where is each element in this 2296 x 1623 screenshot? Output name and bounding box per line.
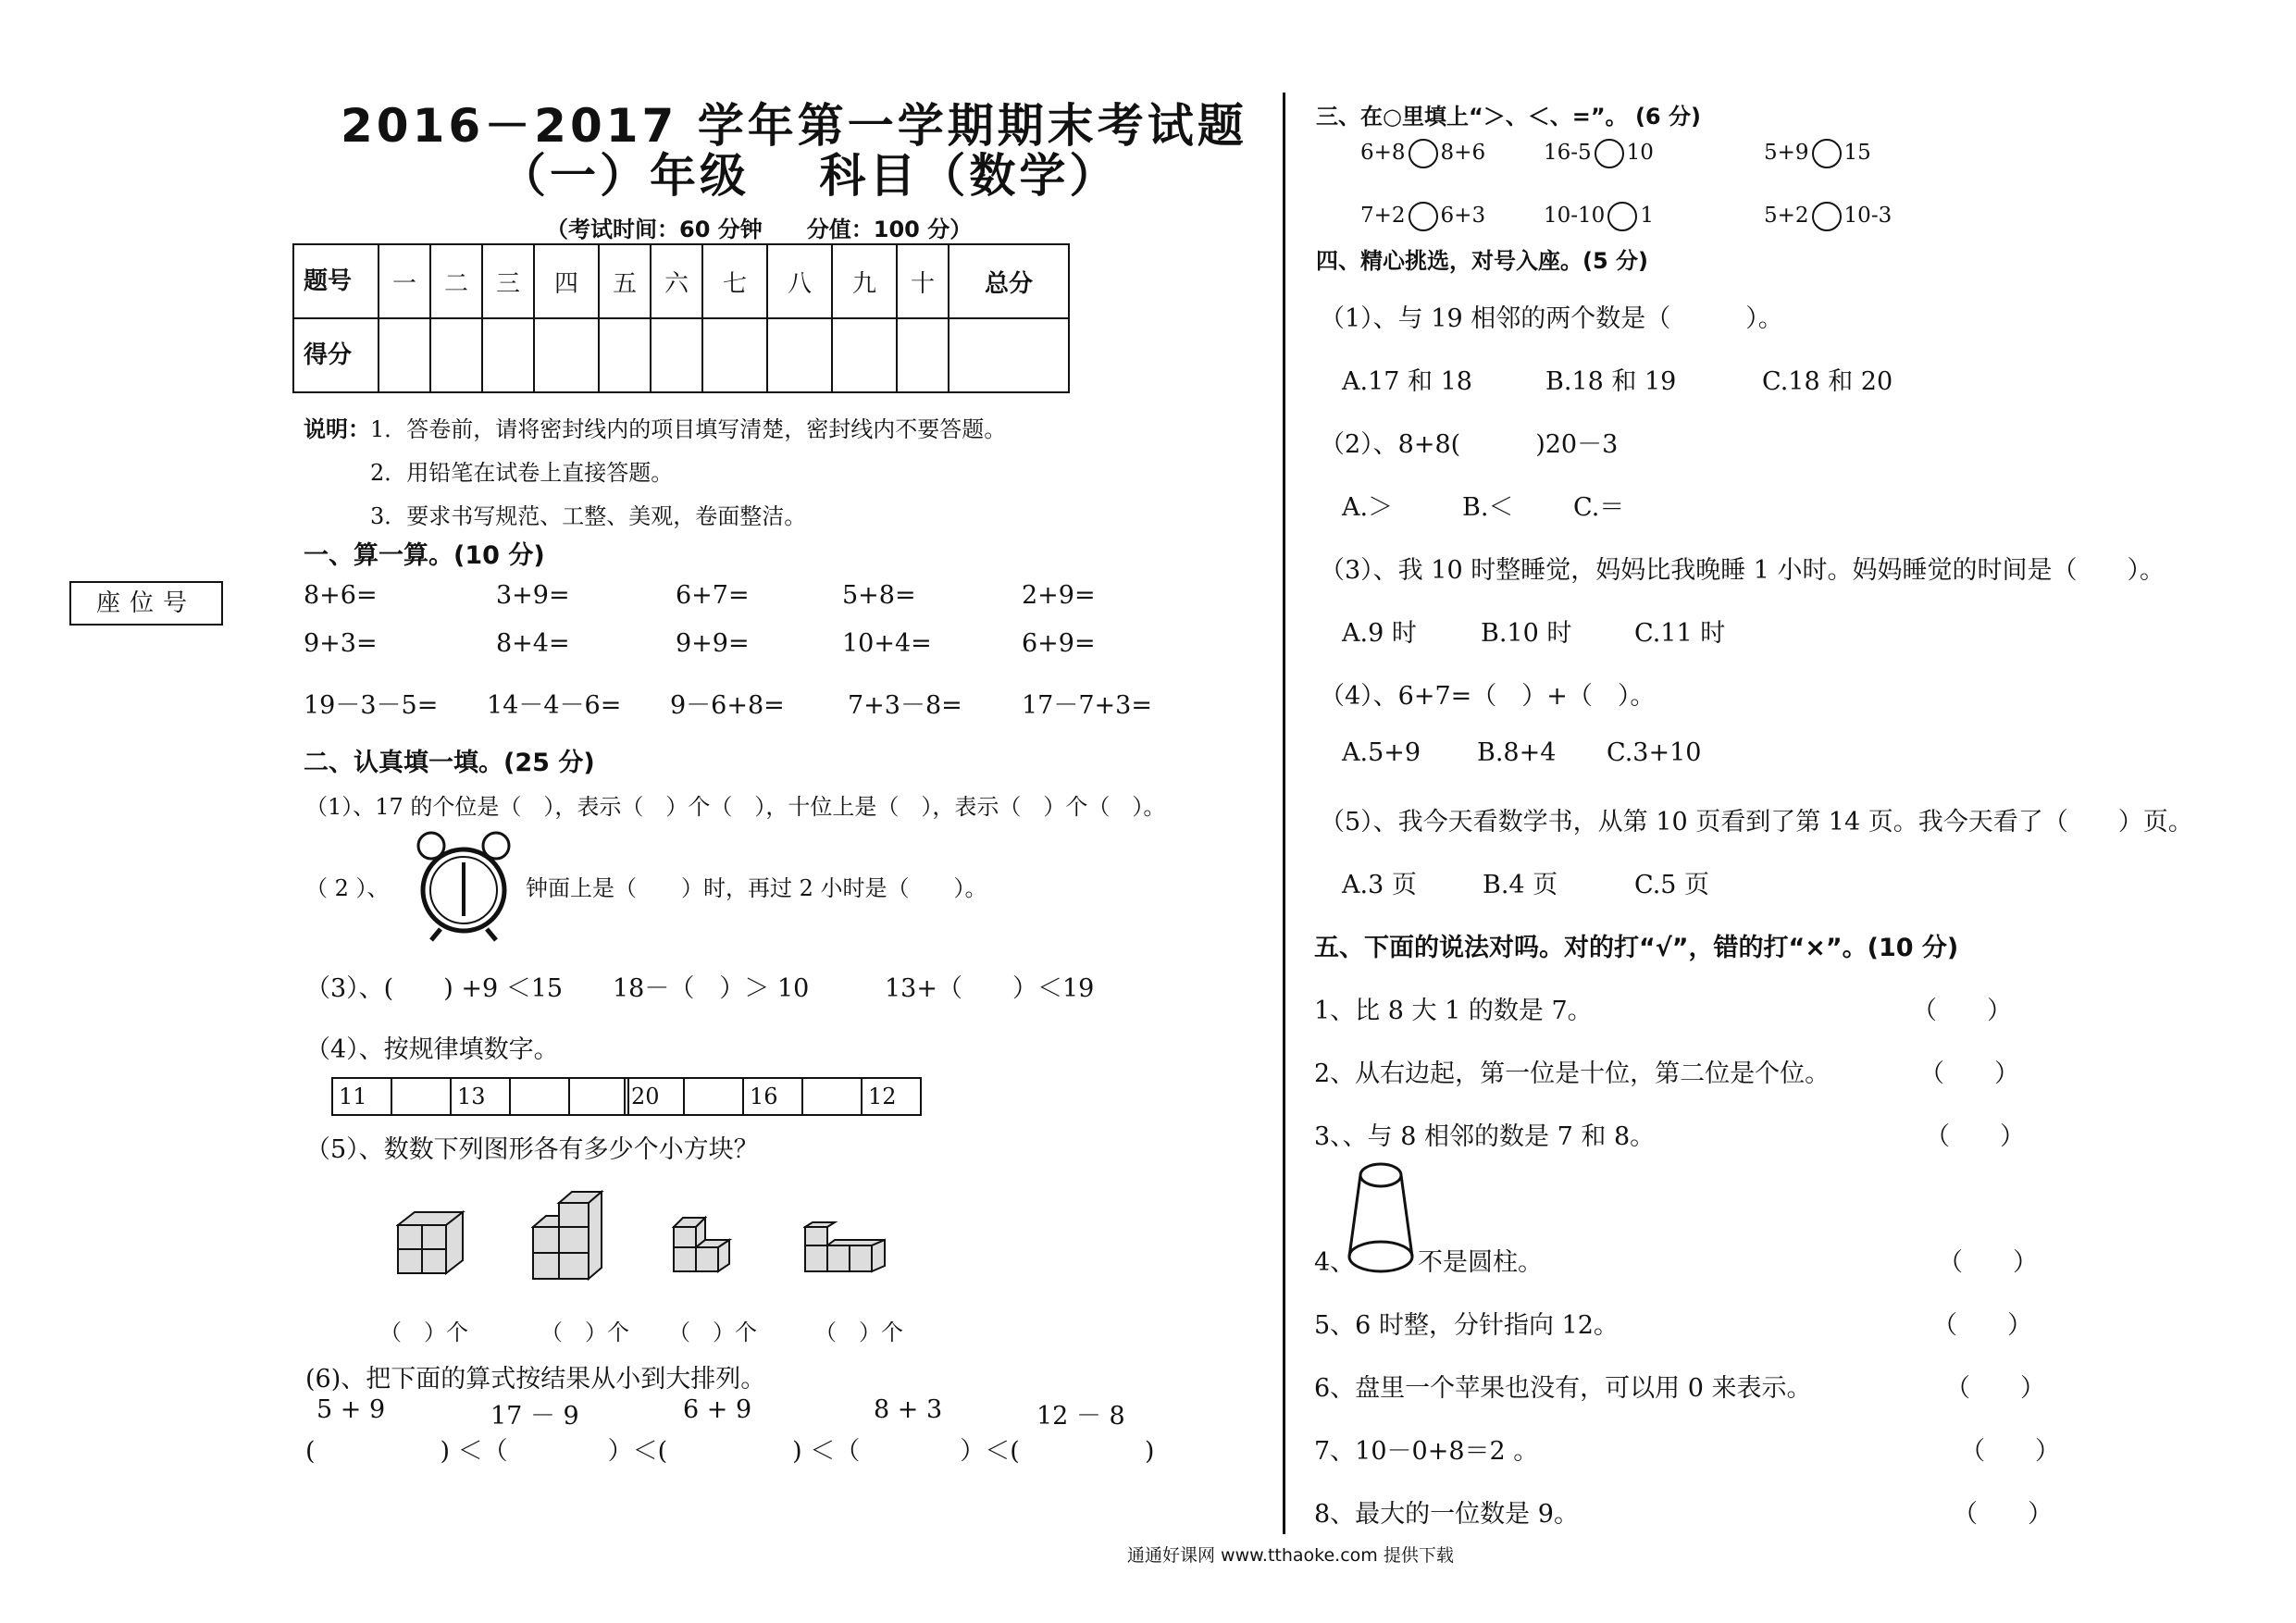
sequence-2 xyxy=(624,1077,922,1116)
score-cell[interactable] xyxy=(599,318,651,392)
sequence-1 xyxy=(331,1077,629,1116)
sec1-r2c2: 8+4= xyxy=(496,629,570,658)
compare-circle[interactable] xyxy=(1409,139,1438,168)
sec1-r1c5: 2+9= xyxy=(1022,581,1096,610)
sec3-item-left: 5+9 xyxy=(1764,141,1809,165)
sec1-r3c4: 7+3－8= xyxy=(848,691,962,720)
score-col-3: 三 xyxy=(482,244,534,318)
sec3-item-2 xyxy=(1544,139,1654,168)
sec2-q5: （5）、数数下列图形各有多少个小方块？ xyxy=(305,1135,759,1164)
score-table-score-row xyxy=(293,318,1069,392)
score-col-10: 十 xyxy=(897,244,949,318)
seq2-cell[interactable] xyxy=(802,1078,862,1115)
sec1-r3c2: 14－4－6= xyxy=(487,691,622,720)
sec5-item-3-answer[interactable]: （ ） xyxy=(1925,1122,2025,1151)
sec4-q2: （2）、8+8( )20－3 xyxy=(1320,430,1619,459)
page-divider xyxy=(1283,93,1285,1534)
sec1-r2c3: 9+9= xyxy=(676,629,750,658)
score-cell[interactable] xyxy=(702,318,767,392)
compare-circle[interactable] xyxy=(1812,202,1842,231)
sec5-item-6-answer[interactable]: （ ） xyxy=(1945,1374,2045,1403)
sec1-r1c2: 3+9= xyxy=(496,581,570,610)
exam-title-line1: 2016－2017 学年第一学期期末考试题 xyxy=(341,99,1247,153)
compare-circle[interactable] xyxy=(1595,139,1624,168)
cone-cup-icon xyxy=(1347,1160,1414,1275)
sec1-r2c5: 6+9= xyxy=(1022,629,1096,658)
sec2-q6-expr-3: 6 + 9 xyxy=(683,1395,752,1424)
sec3-item-left: 16-5 xyxy=(1544,141,1592,165)
sec4-q1-opt-a[interactable]: A.17 和 18 xyxy=(1342,367,1472,396)
sec5-item-2: 2、从右边起，第一位是十位，第二位是个位。 xyxy=(1314,1059,1831,1088)
sec2-heading: 二、认真填一填。(25 分) xyxy=(304,749,595,777)
sec2-q5-answer-2[interactable]: （ ）个 xyxy=(540,1319,629,1345)
seq1-cell[interactable] xyxy=(510,1078,569,1115)
score-cell[interactable] xyxy=(534,318,599,392)
sec5-item-7: 7、10－0+8＝2 。 xyxy=(1314,1437,1539,1466)
score-col-4: 四 xyxy=(534,244,599,318)
sec2-q2-text: 钟面上是（ ）时，再过 2 小时是（ ）。 xyxy=(526,875,987,901)
sec1-r2c4: 10+4= xyxy=(842,629,932,658)
sec5-item-5-answer[interactable]: （ ） xyxy=(1932,1311,2032,1340)
score-col-6: 六 xyxy=(651,244,702,318)
sec3-heading: 三、在○里填上“＞、＜、=”。 (6 分) xyxy=(1316,104,1701,130)
cube-figure-4 xyxy=(803,1221,887,1275)
score-table-header-row xyxy=(293,244,1069,318)
sec5-item-2-answer[interactable]: （ ） xyxy=(1919,1059,2019,1088)
sec1-r3c5: 17－7+3= xyxy=(1022,691,1152,720)
sec2-q6-expr-1: 5 + 9 xyxy=(316,1395,386,1424)
sec5-item-7-answer[interactable]: （ ） xyxy=(1960,1437,2060,1466)
sec4-q4-opt-b[interactable]: B.8+4 xyxy=(1477,738,1557,767)
sec2-q6-expr-4: 8 + 3 xyxy=(874,1395,943,1424)
score-col-7: 七 xyxy=(702,244,767,318)
sec5-item-5: 5、6 时整，分针指向 12。 xyxy=(1314,1311,1619,1340)
sec3-item-6 xyxy=(1764,202,1892,231)
sec4-q1: （1）、与 19 相邻的两个数是（ ）。 xyxy=(1320,304,1783,333)
sec2-q4: （4）、按规律填数字。 xyxy=(305,1035,559,1064)
sec2-q5-answer-1[interactable]: （ ）个 xyxy=(379,1319,468,1345)
sec2-q6: (6)、把下面的算式按结果从小到大排列。 xyxy=(305,1365,766,1394)
score-table xyxy=(292,243,1070,393)
sec3-item-right: 15 xyxy=(1843,141,1871,165)
sec5-item-4-answer[interactable]: （ ） xyxy=(1938,1248,2038,1277)
seq1-cell: 11 xyxy=(332,1078,391,1115)
sec4-heading: 四、精心挑选，对号入座。(5 分) xyxy=(1316,248,1648,274)
sec5-item-1: 1、比 8 大 1 的数是 7。 xyxy=(1314,997,1593,1025)
sec2-q2-prefix: （ 2 ）、 xyxy=(305,875,390,901)
seq2-cell: 20 xyxy=(625,1078,684,1115)
instruction-2: 2．用铅笔在试卷上直接答题。 xyxy=(370,460,674,486)
seq1-cell[interactable] xyxy=(569,1078,628,1115)
sec1-r3c1: 19－3－5= xyxy=(304,691,439,720)
sec4-q2-opt-c[interactable]: C.＝ xyxy=(1573,493,1625,522)
score-cell[interactable] xyxy=(767,318,832,392)
score-cell[interactable] xyxy=(482,318,534,392)
sec3-item-4 xyxy=(1360,202,1485,231)
sec4-q2-opt-b[interactable]: B.＜ xyxy=(1462,493,1514,522)
sec4-q3-opt-b[interactable]: B.10 时 xyxy=(1481,619,1572,648)
sec3-item-left: 10-10 xyxy=(1544,204,1606,228)
sec2-q3-c: 13+（ ）＜19 xyxy=(885,974,1095,1003)
score-cell[interactable] xyxy=(832,318,897,392)
sec2-q6-expr-2: 17 － 9 xyxy=(490,1402,579,1431)
sec2-q1: （1）、17 的个位是（ ），表示（ ）个（ ），十位上是（ ），表示（ ）个（ ）。 xyxy=(305,794,1166,820)
sec4-q3-opt-a[interactable]: A.9 时 xyxy=(1342,619,1417,648)
score-cell[interactable] xyxy=(897,318,949,392)
sec2-q5-answer-3[interactable]: （ ）个 xyxy=(668,1319,757,1345)
seq2-cell: 16 xyxy=(743,1078,802,1115)
sec4-q5-opt-b[interactable]: B.4 页 xyxy=(1483,871,1558,899)
compare-circle[interactable] xyxy=(1409,202,1438,231)
seq2-cell: 12 xyxy=(862,1078,921,1115)
score-cell[interactable] xyxy=(651,318,702,392)
sec4-q5: （5）、我今天看数学书，从第 10 页看到了第 14 页。我今天看了（ ）页。 xyxy=(1320,808,2193,836)
cube-figure-2 xyxy=(531,1190,605,1282)
sec1-r2c1: 9+3= xyxy=(304,629,378,658)
sec3-item-right: 6+3 xyxy=(1440,204,1486,228)
sec2-q6-expr-5: 12 － 8 xyxy=(1036,1402,1125,1431)
sec5-item-8-answer[interactable]: （ ） xyxy=(1953,1500,2053,1529)
seq1-cell[interactable] xyxy=(391,1078,451,1115)
sec4-q5-opt-a[interactable]: A.3 页 xyxy=(1342,871,1417,899)
sec2-q3-b: 18－（ ）＞ 10 xyxy=(613,974,810,1003)
sec1-r1c3: 6+7= xyxy=(676,581,750,610)
score-col-total: 总分 xyxy=(949,244,1069,318)
score-table-row1-label: 题号 xyxy=(293,244,379,318)
sec3-item-left: 7+2 xyxy=(1360,204,1406,228)
sec5-item-8: 8、最大的一位数是 9。 xyxy=(1314,1500,1579,1529)
instructions-prefix: 说明： xyxy=(304,415,370,442)
score-col-1: 一 xyxy=(379,244,430,318)
instruction-1 xyxy=(304,407,1006,452)
score-col-9: 九 xyxy=(832,244,897,318)
cube-figure-3 xyxy=(672,1214,742,1275)
sec5-item-4-suffix: 不是圆柱。 xyxy=(1418,1248,1543,1277)
sec5-item-6: 6、盘里一个苹果也没有，可以用 0 来表示。 xyxy=(1314,1374,1812,1403)
score-col-5: 五 xyxy=(599,244,651,318)
sec3-item-5 xyxy=(1544,202,1654,231)
sec3-item-left: 6+8 xyxy=(1360,141,1406,165)
sec4-q2-opt-a[interactable]: A.＞ xyxy=(1342,493,1394,522)
score-col-2: 二 xyxy=(430,244,482,318)
sec4-q3-opt-c[interactable]: C.11 时 xyxy=(1634,619,1726,648)
sec3-item-right: 8+6 xyxy=(1440,141,1486,165)
score-table-row2-label: 得分 xyxy=(293,318,379,392)
compare-circle[interactable] xyxy=(1607,202,1637,231)
sec5-heading: 五、下面的说法对吗。对的打“√”，错的打“×”。(10 分) xyxy=(1314,934,1959,962)
sec3-item-left: 5+2 xyxy=(1764,204,1809,228)
alarm-clock-icon xyxy=(413,829,515,944)
compare-circle[interactable] xyxy=(1812,139,1842,168)
sec3-item-right: 10-3 xyxy=(1843,204,1893,228)
score-cell[interactable] xyxy=(949,318,1069,392)
sec4-q4-opt-a[interactable]: A.5+9 xyxy=(1342,738,1421,767)
seq2-cell[interactable] xyxy=(684,1078,743,1115)
sec2-q6-answer[interactable]: ( ) ＜（ ）＜( ) ＜（ ）＜( ) xyxy=(305,1437,1155,1466)
footer-source: 通通好课网 www.tthaoke.com 提供下载 xyxy=(1127,1545,1454,1566)
seq1-cell: 13 xyxy=(451,1078,510,1115)
seat-number-box[interactable]: 座位号 xyxy=(69,581,223,626)
cube-figure-1 xyxy=(396,1210,466,1275)
instructions xyxy=(304,407,1006,539)
sec5-item-4: 4、 xyxy=(1314,1248,1356,1277)
sec5-item-3: 3、、与 8 相邻的数是 7 和 8。 xyxy=(1314,1122,1656,1151)
sec1-r1c4: 5+8= xyxy=(842,581,916,610)
sec4-q3: （3）、我 10 时整睡觉，妈妈比我晚睡 1 小时。妈妈睡觉的时间是（ ）。 xyxy=(1320,556,2166,585)
sec3-item-right: 1 xyxy=(1640,204,1654,228)
sec3-item-3 xyxy=(1764,139,1871,168)
exam-info: （考试时间：60 分钟 分值：100 分） xyxy=(546,217,973,242)
sec1-r1c1: 8+6= xyxy=(304,581,378,610)
score-cell[interactable] xyxy=(379,318,430,392)
sec4-q1-opt-b[interactable]: B.18 和 19 xyxy=(1545,367,1677,396)
sec1-r3c3: 9－6+8= xyxy=(670,691,785,720)
sec5-item-1-answer[interactable]: （ ） xyxy=(1912,997,2012,1025)
sec2-q5-answer-4[interactable]: （ ）个 xyxy=(814,1319,903,1345)
instruction-3: 3．要求书写规范、工整、美观，卷面整洁。 xyxy=(370,503,807,529)
score-cell[interactable] xyxy=(430,318,482,392)
sec4-q1-opt-c[interactable]: C.18 和 20 xyxy=(1762,367,1893,396)
sec4-q5-opt-c[interactable]: C.5 页 xyxy=(1634,871,1710,899)
sec3-item-1 xyxy=(1360,139,1485,168)
instruction-1-text: 1．答卷前，请将密封线内的项目填写清楚，密封线内不要答题。 xyxy=(370,416,1007,442)
sec4-q4: （4）、6+7=（ ）+（ ）。 xyxy=(1320,682,1656,711)
sec1-heading: 一、算一算。(10 分) xyxy=(304,541,545,570)
sec3-item-right: 10 xyxy=(1626,141,1654,165)
sec2-q3-a: （3）、( ) +9 ＜15 xyxy=(305,974,564,1003)
score-col-8: 八 xyxy=(767,244,832,318)
exam-title-line2: （一）年级 科目（数学） xyxy=(500,149,1120,203)
sec4-q4-opt-c[interactable]: C.3+10 xyxy=(1607,738,1702,767)
